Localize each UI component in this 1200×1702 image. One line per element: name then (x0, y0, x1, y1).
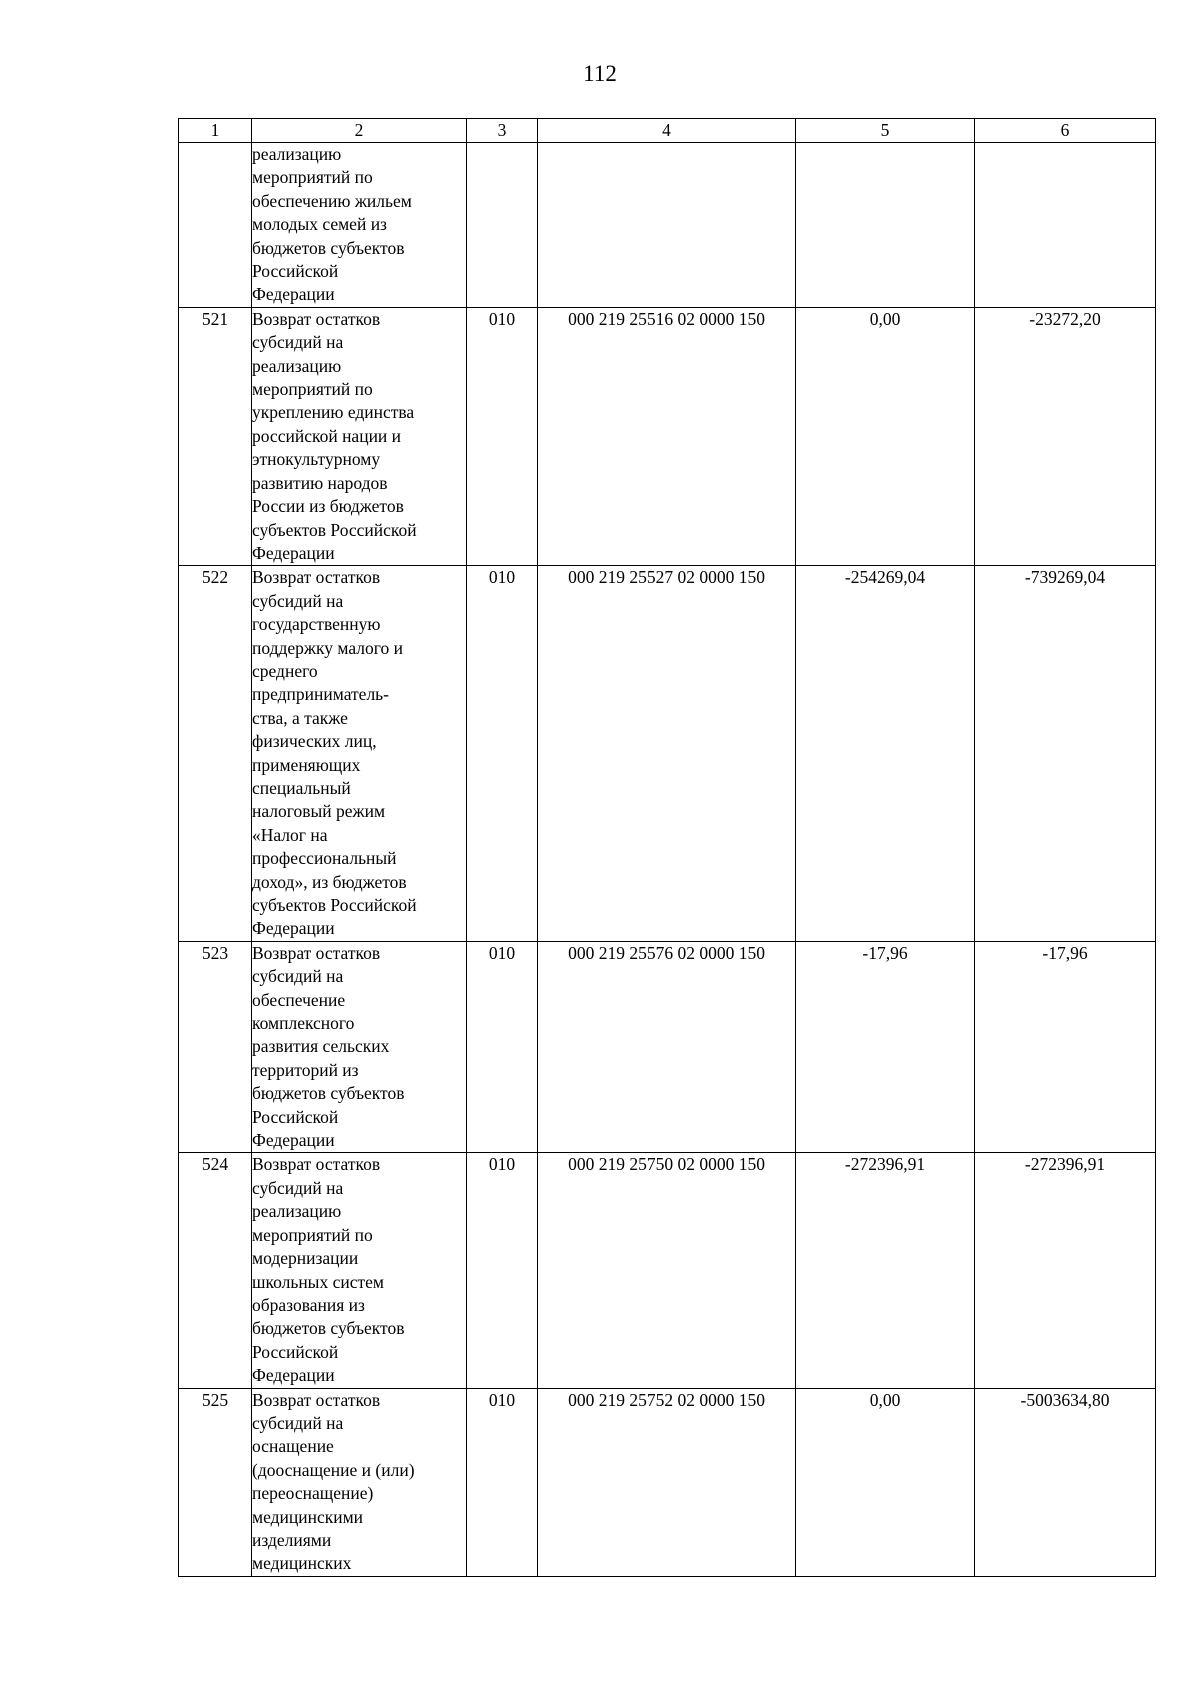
budget-classification-code: 000 219 25527 02 0000 150 (538, 566, 796, 942)
value-column-5: -17,96 (796, 941, 975, 1153)
row-description (252, 143, 467, 308)
description-line: субсидий на (252, 966, 344, 987)
budget-classification-code (538, 143, 796, 308)
row-description (252, 307, 467, 565)
column-header: 1 (179, 119, 252, 143)
description-line: Федерации (252, 284, 335, 305)
description-line: реализацию (252, 144, 342, 164)
column-header: 4 (538, 119, 796, 143)
description-line: государственную (252, 614, 381, 635)
description-line: укреплению единства (252, 402, 415, 423)
description-line: медицинскими (252, 1506, 364, 1527)
description-line: территорий из (252, 1059, 359, 1080)
table-row (179, 307, 1156, 565)
table-body (179, 143, 1156, 1577)
table-row (179, 1153, 1156, 1388)
row-description (252, 1153, 467, 1388)
description-line: обеспечение (252, 989, 346, 1010)
description-line: Федерации (252, 1365, 335, 1386)
description-line: налоговый режим (252, 801, 386, 822)
description-line: молодых семей из (252, 214, 387, 235)
description-line: поддержку малого и (252, 637, 403, 658)
description-line: Возврат остатков (252, 308, 381, 329)
column-header: 6 (975, 119, 1156, 143)
description-line: Возврат остатков (252, 1389, 381, 1410)
description-line: Федерации (252, 1130, 335, 1151)
description-line: (дооснащение и (или) (252, 1459, 415, 1480)
description-line: переоснащение) (252, 1483, 374, 1504)
description-line: доход», из бюджетов (252, 871, 407, 892)
row-description (252, 941, 467, 1153)
description-line: Возврат остатков (252, 1154, 381, 1175)
description-line: Возврат остатков (252, 567, 381, 588)
description-line: предприниматель- (252, 684, 389, 705)
description-line: субсидий на (252, 1177, 344, 1198)
column-header: 5 (796, 119, 975, 143)
description-line: Российской (252, 1106, 339, 1127)
value-column-5: -254269,04 (796, 566, 975, 942)
row-number: 523 (179, 941, 252, 1153)
description-line: профессиональный (252, 848, 397, 869)
row-number: 522 (179, 566, 252, 942)
value-column-6: -272396,91 (975, 1153, 1156, 1388)
description-line: школьных систем (252, 1271, 384, 1292)
description-line: изделиями (252, 1529, 332, 1550)
value-column-5: -272396,91 (796, 1153, 975, 1388)
description-line: «Налог на (252, 824, 328, 845)
table-row (179, 941, 1156, 1153)
description-line: среднего (252, 660, 318, 681)
description-line: физических лиц, (252, 731, 377, 752)
description-line: обеспечению жильем (252, 190, 412, 211)
admin-code: 010 (467, 941, 538, 1153)
description-line: развития сельских (252, 1036, 390, 1057)
description-line: мероприятий по (252, 1224, 373, 1245)
admin-code: 010 (467, 566, 538, 942)
row-number: 525 (179, 1388, 252, 1576)
row-number: 524 (179, 1153, 252, 1388)
description-line: бюджетов субъектов (252, 1318, 405, 1339)
column-header: 2 (252, 119, 467, 143)
value-column-5: 0,00 (796, 1388, 975, 1576)
description-line: Российской (252, 261, 339, 282)
value-column-5 (796, 143, 975, 308)
admin-code: 010 (467, 1388, 538, 1576)
budget-classification-code: 000 219 25516 02 0000 150 (538, 307, 796, 565)
description-line: Федерации (252, 918, 335, 939)
admin-code: 010 (467, 307, 538, 565)
value-column-6: -17,96 (975, 941, 1156, 1153)
description-line: реализацию (252, 355, 342, 376)
description-line: мероприятий по (252, 379, 373, 400)
row-description (252, 566, 467, 942)
description-line: развитию народов (252, 472, 388, 493)
column-header: 3 (467, 119, 538, 143)
budget-table (178, 118, 1156, 1577)
row-description (252, 1388, 467, 1576)
description-line: модернизации (252, 1248, 359, 1269)
value-column-6: -739269,04 (975, 566, 1156, 942)
budget-classification-code: 000 219 25752 02 0000 150 (538, 1388, 796, 1576)
description-line: образования из (252, 1294, 365, 1315)
continuation-row (179, 143, 1156, 308)
description-line: Российской (252, 1341, 339, 1362)
page-number: 112 (583, 61, 617, 86)
value-column-6: -23272,20 (975, 307, 1156, 565)
description-line: России из бюджетов (252, 496, 404, 517)
description-line: Возврат остатков (252, 942, 381, 963)
description-line: специальный (252, 777, 351, 798)
description-line: оснащение (252, 1436, 334, 1457)
admin-code: 010 (467, 1153, 538, 1388)
description-line: российской нации и (252, 425, 402, 446)
description-line: Федерации (252, 542, 335, 563)
description-line: применяющих (252, 754, 361, 775)
description-line: комплексного (252, 1013, 355, 1034)
budget-classification-code: 000 219 25576 02 0000 150 (538, 941, 796, 1153)
value-column-6 (975, 143, 1156, 308)
description-line: бюджетов субъектов (252, 1083, 405, 1104)
value-column-5: 0,00 (796, 307, 975, 565)
description-line: мероприятий по (252, 167, 373, 188)
description-line: ства, а также (252, 707, 348, 728)
description-line: бюджетов субъектов (252, 237, 405, 258)
row-number (179, 143, 252, 308)
description-line: медицинских (252, 1553, 352, 1574)
row-number: 521 (179, 307, 252, 565)
admin-code (467, 143, 538, 308)
description-line: реализацию (252, 1201, 342, 1222)
budget-classification-code: 000 219 25750 02 0000 150 (538, 1153, 796, 1388)
description-line: этнокультурному (252, 449, 381, 470)
header-row (179, 119, 1156, 143)
description-line: субъектов Российской (252, 519, 417, 540)
description-line: субсидий на (252, 590, 344, 611)
table-row (179, 566, 1156, 942)
value-column-6: -5003634,80 (975, 1388, 1156, 1576)
description-line: субсидий на (252, 1412, 344, 1433)
table-row (179, 1388, 1156, 1576)
description-line: субсидий на (252, 332, 344, 353)
description-line: субъектов Российской (252, 895, 417, 915)
